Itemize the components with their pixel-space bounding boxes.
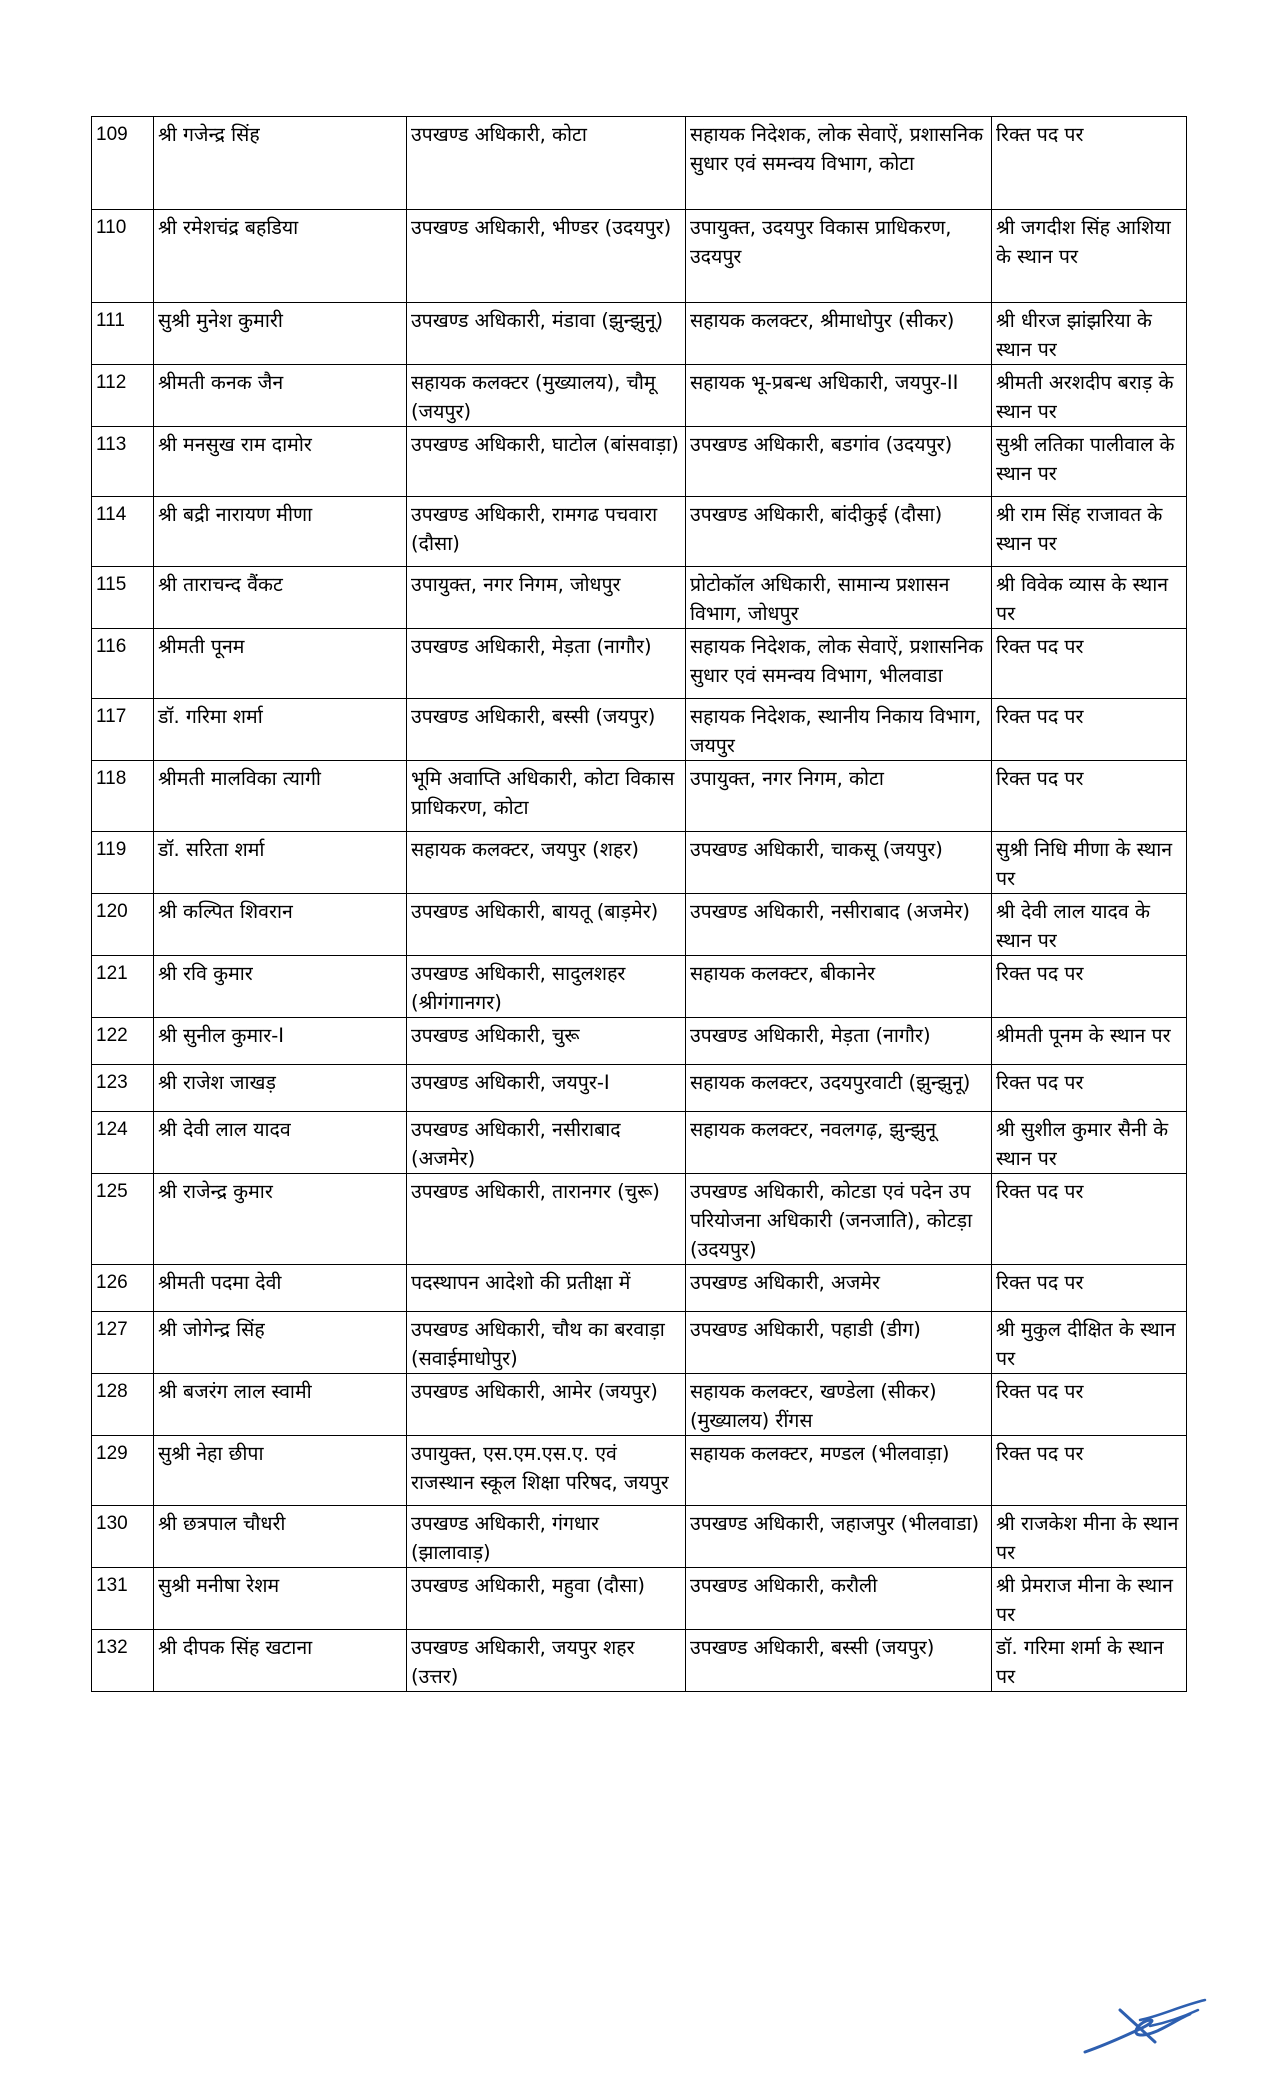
remarks-cell: रिक्त पद पर	[992, 761, 1187, 832]
officer-name-cell: श्री मनसुख राम दामोर	[154, 427, 407, 497]
serial-number-cell: 126	[92, 1265, 154, 1312]
remarks-cell: रिक्त पद पर	[992, 1265, 1187, 1312]
officer-name-cell: श्रीमती पूनम	[154, 629, 407, 699]
table-row	[92, 1312, 1187, 1374]
new-post-cell: उपखण्ड अधिकारी, नसीराबाद (अजमेर)	[686, 894, 992, 956]
serial-number-cell: 122	[92, 1018, 154, 1065]
officer-name-cell: श्रीमती पदमा देवी	[154, 1265, 407, 1312]
new-post-cell: उपायुक्त, नगर निगम, कोटा	[686, 761, 992, 832]
remarks-cell: श्री मुकुल दीक्षित के स्थान पर	[992, 1312, 1187, 1374]
new-post-cell: सहायक कलक्टर, बीकानेर	[686, 956, 992, 1018]
serial-number-cell: 125	[92, 1174, 154, 1265]
table-row	[92, 761, 1187, 832]
table-row	[92, 1265, 1187, 1312]
remarks-cell: रिक्त पद पर	[992, 1065, 1187, 1112]
table-row	[92, 894, 1187, 956]
remarks-cell: श्री जगदीश सिंह आशिया के स्थान पर	[992, 210, 1187, 303]
remarks-cell: श्रीमती अरशदीप बराड़ के स्थान पर	[992, 365, 1187, 427]
current-post-cell: उपखण्ड अधिकारी, रामगढ पचवारा (दौसा)	[407, 497, 686, 567]
new-post-cell: उपखण्ड अधिकारी, बांदीकुई (दौसा)	[686, 497, 992, 567]
officer-name-cell: श्री सुनील कुमार-I	[154, 1018, 407, 1065]
table-row	[92, 427, 1187, 497]
new-post-cell: उपखण्ड अधिकारी, करौली	[686, 1568, 992, 1630]
table-row	[92, 699, 1187, 761]
new-post-cell: सहायक भू-प्रबन्ध अधिकारी, जयपुर-II	[686, 365, 992, 427]
officer-name-cell: श्री छत्रपाल चौधरी	[154, 1506, 407, 1568]
table-row	[92, 1018, 1187, 1065]
current-post-cell: उपखण्ड अधिकारी, महुवा (दौसा)	[407, 1568, 686, 1630]
officer-name-cell: श्री जोगेन्द्र सिंह	[154, 1312, 407, 1374]
table-row	[92, 629, 1187, 699]
serial-number-cell: 119	[92, 832, 154, 894]
new-post-cell: सहायक निदेशक, लोक सेवाऐं, प्रशासनिक सुधार एवं समन्वय विभाग, कोटा	[686, 117, 992, 210]
new-post-cell: सहायक निदेशक, लोक सेवाऐं, प्रशासनिक सुधार एवं समन्वय विभाग, भीलवाडा	[686, 629, 992, 699]
current-post-cell: उपखण्ड अधिकारी, घाटोल (बांसवाड़ा)	[407, 427, 686, 497]
officer-name-cell: श्री ताराचन्द वैंकट	[154, 567, 407, 629]
current-post-cell: उपखण्ड अधिकारी, मेड़ता (नागौर)	[407, 629, 686, 699]
table-body	[92, 117, 1187, 1692]
table-row	[92, 210, 1187, 303]
current-post-cell: भूमि अवाप्ति अधिकारी, कोटा विकास प्राधिकरण, कोटा	[407, 761, 686, 832]
remarks-cell: श्री देवी लाल यादव के स्थान पर	[992, 894, 1187, 956]
table-row	[92, 1630, 1187, 1692]
remarks-cell: रिक्त पद पर	[992, 699, 1187, 761]
new-post-cell: उपखण्ड अधिकारी, जहाजपुर (भीलवाडा)	[686, 1506, 992, 1568]
table-row	[92, 117, 1187, 210]
current-post-cell: उपखण्ड अधिकारी, आमेर (जयपुर)	[407, 1374, 686, 1436]
table-row	[92, 1174, 1187, 1265]
new-post-cell: उपायुक्त, उदयपुर विकास प्राधिकरण, उदयपुर	[686, 210, 992, 303]
table-row	[92, 1506, 1187, 1568]
new-post-cell: सहायक कलक्टर, श्रीमाधोपुर (सीकर)	[686, 303, 992, 365]
serial-number-cell: 116	[92, 629, 154, 699]
new-post-cell: सहायक कलक्टर, मण्डल (भीलवाड़ा)	[686, 1436, 992, 1506]
table-row	[92, 832, 1187, 894]
transfer-order-table	[91, 116, 1187, 1692]
table-row	[92, 303, 1187, 365]
current-post-cell: उपखण्ड अधिकारी, मंडावा (झुन्झुनू)	[407, 303, 686, 365]
table-row	[92, 1065, 1187, 1112]
table-row	[92, 497, 1187, 567]
officer-name-cell: सुश्री नेहा छीपा	[154, 1436, 407, 1506]
remarks-cell: श्री राम सिंह राजावत के स्थान पर	[992, 497, 1187, 567]
serial-number-cell: 130	[92, 1506, 154, 1568]
officer-name-cell: श्रीमती कनक जैन	[154, 365, 407, 427]
serial-number-cell: 109	[92, 117, 154, 210]
officer-name-cell: श्री बद्री नारायण मीणा	[154, 497, 407, 567]
remarks-cell: श्री प्रेमराज मीना के स्थान पर	[992, 1568, 1187, 1630]
new-post-cell: उपखण्ड अधिकारी, बडगांव (उदयपुर)	[686, 427, 992, 497]
officer-name-cell: श्री दीपक सिंह खटाना	[154, 1630, 407, 1692]
officer-name-cell: श्री बजरंग लाल स्वामी	[154, 1374, 407, 1436]
remarks-cell: सुश्री निधि मीणा के स्थान पर	[992, 832, 1187, 894]
remarks-cell: श्री विवेक व्यास के स्थान पर	[992, 567, 1187, 629]
officer-name-cell: श्री रवि कुमार	[154, 956, 407, 1018]
new-post-cell: सहायक निदेशक, स्थानीय निकाय विभाग, जयपुर	[686, 699, 992, 761]
current-post-cell: उपखण्ड अधिकारी, बस्सी (जयपुर)	[407, 699, 686, 761]
serial-number-cell: 121	[92, 956, 154, 1018]
current-post-cell: उपखण्ड अधिकारी, चौथ का बरवाड़ा (सवाईमाधोपुर)	[407, 1312, 686, 1374]
remarks-cell: रिक्त पद पर	[992, 1436, 1187, 1506]
current-post-cell: उपखण्ड अधिकारी, चुरू	[407, 1018, 686, 1065]
serial-number-cell: 112	[92, 365, 154, 427]
officer-name-cell: श्री देवी लाल यादव	[154, 1112, 407, 1174]
current-post-cell: सहायक कलक्टर (मुख्यालय), चौमू (जयपुर)	[407, 365, 686, 427]
new-post-cell: सहायक कलक्टर, उदयपुरवाटी (झुन्झुनू)	[686, 1065, 992, 1112]
officer-name-cell: श्री राजेन्द्र कुमार	[154, 1174, 407, 1265]
serial-number-cell: 117	[92, 699, 154, 761]
serial-number-cell: 110	[92, 210, 154, 303]
table-row	[92, 1568, 1187, 1630]
current-post-cell: उपखण्ड अधिकारी, नसीराबाद (अजमेर)	[407, 1112, 686, 1174]
serial-number-cell: 118	[92, 761, 154, 832]
serial-number-cell: 131	[92, 1568, 154, 1630]
officer-name-cell: श्रीमती मालविका त्यागी	[154, 761, 407, 832]
officer-name-cell: सुश्री मनीषा रेशम	[154, 1568, 407, 1630]
serial-number-cell: 128	[92, 1374, 154, 1436]
table-row	[92, 1374, 1187, 1436]
new-post-cell: उपखण्ड अधिकारी, कोटडा एवं पदेन उप परियोजना अधिकारी (जनजाति), कोटड़ा (उदयपुर)	[686, 1174, 992, 1265]
serial-number-cell: 114	[92, 497, 154, 567]
remarks-cell: सुश्री लतिका पालीवाल के स्थान पर	[992, 427, 1187, 497]
current-post-cell: उपखण्ड अधिकारी, तारानगर (चुरू)	[407, 1174, 686, 1265]
serial-number-cell: 124	[92, 1112, 154, 1174]
current-post-cell: उपायुक्त, एस.एम.एस.ए. एवं राजस्थान स्कूल शिक्षा परिषद, जयपुर	[407, 1436, 686, 1506]
serial-number-cell: 120	[92, 894, 154, 956]
remarks-cell: रिक्त पद पर	[992, 1374, 1187, 1436]
officer-name-cell: सुश्री मुनेश कुमारी	[154, 303, 407, 365]
current-post-cell: उपखण्ड अधिकारी, जयपुर-I	[407, 1065, 686, 1112]
remarks-cell: रिक्त पद पर	[992, 117, 1187, 210]
new-post-cell: उपखण्ड अधिकारी, अजमेर	[686, 1265, 992, 1312]
serial-number-cell: 129	[92, 1436, 154, 1506]
serial-number-cell: 123	[92, 1065, 154, 1112]
remarks-cell: श्री राजकेश मीना के स्थान पर	[992, 1506, 1187, 1568]
current-post-cell: उपखण्ड अधिकारी, गंगधार (झालावाड़)	[407, 1506, 686, 1568]
current-post-cell: उपखण्ड अधिकारी, भीण्डर (उदयपुर)	[407, 210, 686, 303]
serial-number-cell: 132	[92, 1630, 154, 1692]
current-post-cell: उपखण्ड अधिकारी, जयपुर शहर (उत्तर)	[407, 1630, 686, 1692]
serial-number-cell: 115	[92, 567, 154, 629]
new-post-cell: उपखण्ड अधिकारी, पहाडी (डीग)	[686, 1312, 992, 1374]
remarks-cell: श्रीमती पूनम के स्थान पर	[992, 1018, 1187, 1065]
remarks-cell: श्री सुशील कुमार सैनी के स्थान पर	[992, 1112, 1187, 1174]
table-row	[92, 956, 1187, 1018]
remarks-cell: डॉ. गरिमा शर्मा के स्थान पर	[992, 1630, 1187, 1692]
remarks-cell: रिक्त पद पर	[992, 1174, 1187, 1265]
table-row	[92, 1112, 1187, 1174]
current-post-cell: उपखण्ड अधिकारी, कोटा	[407, 117, 686, 210]
officer-name-cell: डॉ. गरिमा शर्मा	[154, 699, 407, 761]
new-post-cell: सहायक कलक्टर, नवलगढ़, झुन्झुनू	[686, 1112, 992, 1174]
current-post-cell: पदस्थापन आदेशो की प्रतीक्षा में	[407, 1265, 686, 1312]
new-post-cell: प्रोटोकॉल अधिकारी, सामान्य प्रशासन विभाग, जोधपुर	[686, 567, 992, 629]
current-post-cell: उपखण्ड अधिकारी, सादुलशहर (श्रीगंगानगर)	[407, 956, 686, 1018]
serial-number-cell: 113	[92, 427, 154, 497]
new-post-cell: सहायक कलक्टर, खण्डेला (सीकर) (मुख्यालय) रींगस	[686, 1374, 992, 1436]
current-post-cell: सहायक कलक्टर, जयपुर (शहर)	[407, 832, 686, 894]
officer-name-cell: श्री कल्पित शिवरान	[154, 894, 407, 956]
serial-number-cell: 127	[92, 1312, 154, 1374]
signature-image	[1080, 1990, 1210, 2060]
new-post-cell: उपखण्ड अधिकारी, चाकसू (जयपुर)	[686, 832, 992, 894]
current-post-cell: उपखण्ड अधिकारी, बायतू (बाड़मेर)	[407, 894, 686, 956]
remarks-cell: रिक्त पद पर	[992, 956, 1187, 1018]
officer-name-cell: श्री राजेश जाखड़	[154, 1065, 407, 1112]
officer-name-cell: डॉ. सरिता शर्मा	[154, 832, 407, 894]
table-row	[92, 567, 1187, 629]
new-post-cell: उपखण्ड अधिकारी, मेड़ता (नागौर)	[686, 1018, 992, 1065]
serial-number-cell: 111	[92, 303, 154, 365]
officer-name-cell: श्री रमेशचंद्र बहडिया	[154, 210, 407, 303]
table-row	[92, 1436, 1187, 1506]
current-post-cell: उपायुक्त, नगर निगम, जोधपुर	[407, 567, 686, 629]
table-row	[92, 365, 1187, 427]
new-post-cell: उपखण्ड अधिकारी, बस्सी (जयपुर)	[686, 1630, 992, 1692]
remarks-cell: रिक्त पद पर	[992, 629, 1187, 699]
remarks-cell: श्री धीरज झांझरिया के स्थान पर	[992, 303, 1187, 365]
officer-name-cell: श्री गजेन्द्र सिंह	[154, 117, 407, 210]
